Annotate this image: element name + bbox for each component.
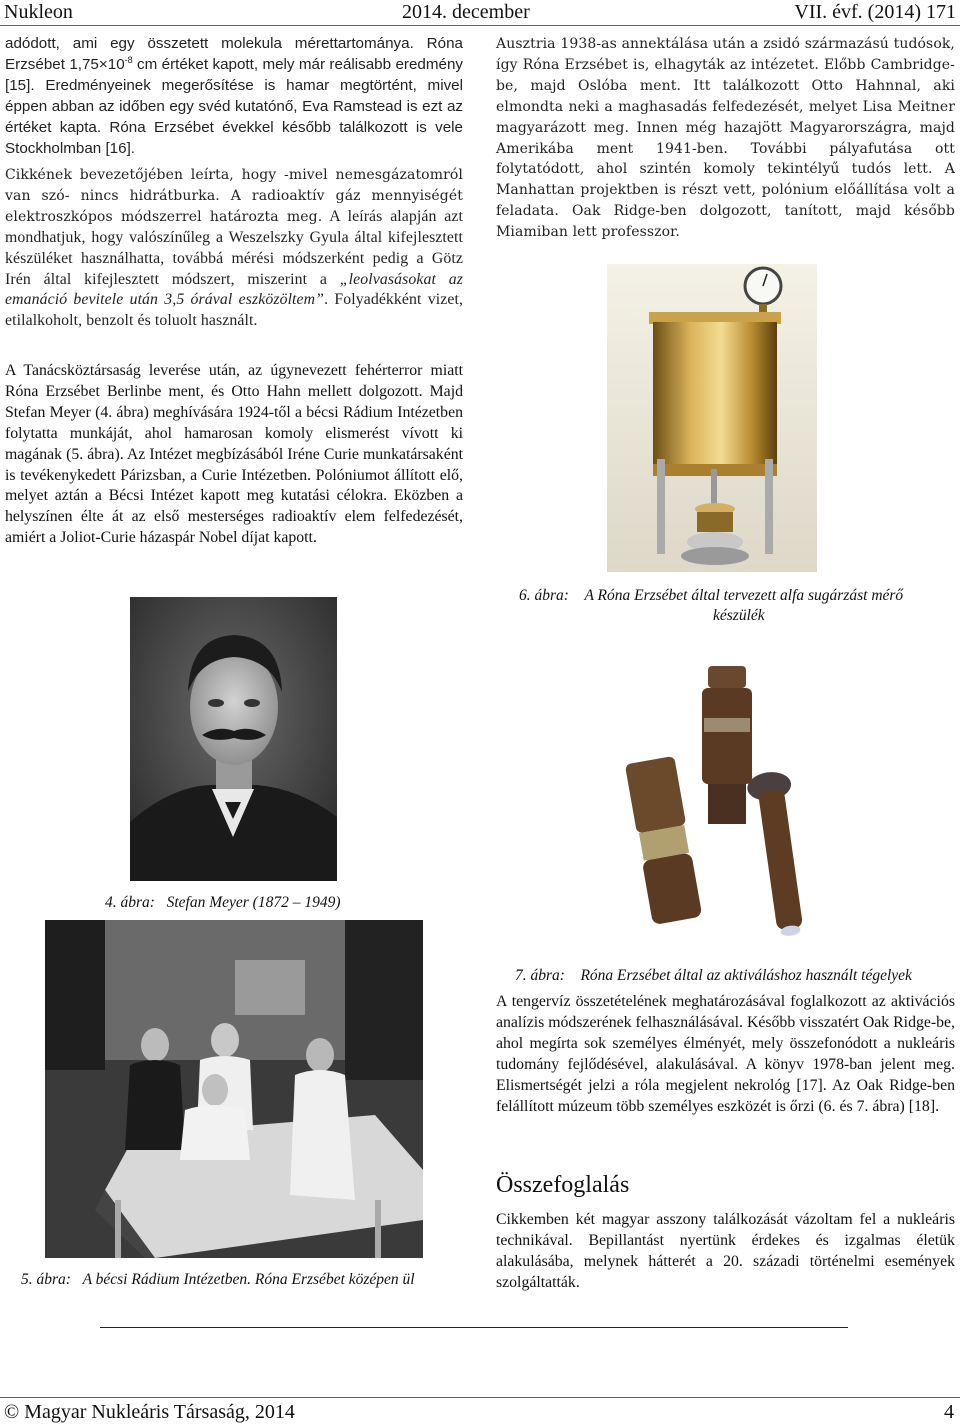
journal-name: Nukleon xyxy=(4,1,73,23)
right-paragraph-1: Ausztria 1938-as annektálása után a zsidó származású tudósok, így Róna Erzsébet is, elhagyták az intézetet. Előbb Cambridge-be, majd Oslóba ment. Itt találkozott Otto Hahnnal, aki elmondta neki a maghasadás felfedezését, melyet Lisa Meitner magyarázott meg. Innen még hazajött Magyarországra, majd Amerikába ment 1941-ben. További pályafutása ott folytatódott, ahol szintén komoly tekintélyű tudós lett. A Manhattan projektben is részt vett, polónium előállítása volt a feladata. Oak Ridge-ben dolgozott, tanított, majd később Miamiban lett professzor. xyxy=(496,36,955,241)
figure-6-text: A Róna Erzsébet által tervezett alfa sugárzást mérő xyxy=(584,587,904,604)
figure-7-caption xyxy=(515,966,955,986)
exponent: -8 xyxy=(124,54,133,65)
right-paragraph-3: Cikkemben két magyar asszony találkozását vázoltam fel a nukleáris technikával. Bepillantást nyertünk érdekes és izgalmas életük alakulásába, melynek hátterét a 20. századi történelmi események szolgáltatták. xyxy=(496,1211,955,1291)
crucibles-photo xyxy=(620,658,825,948)
apparatus-image xyxy=(607,264,817,572)
portrait-image xyxy=(130,597,337,881)
footer-rule xyxy=(0,1397,960,1398)
figure-5-number: 5. ábra: xyxy=(21,1271,71,1288)
p1-text-b: cm értéket kapott, mely már reálisabb eredmény [15]. Eredményeinek megerősítése is hamar megtörtént, mivel éppen abban az időben egy svéd kutatónő, Eva Ramstead is ezt az értéket kapta. Róna Erzsébet évekkel később találkozott is vele Stockholmban [16]. xyxy=(5,55,463,157)
lab-photo xyxy=(45,920,423,1258)
right-paragraph-2: A tengervíz összetételének meghatározásával foglalkozott az aktivációs analízis módszerének felhasználásával. Később visszatért Oak Ridge-be, ahol megírta sok személyes élményét, mely összefonódott a nukleáris tudomány fejlődésével, alakulásával. A könyv 1978-ban jelent meg. Elismertségét jelzi a róla megjelent nekrológ [17]. Az Oak Ridge-ben felállított múzeum több személyes eszközét is őrzi (6. és 7. ábra) [18]. xyxy=(496,993,955,1115)
issue-date: 2014. december xyxy=(402,1,530,23)
p2-text-a: Cikkének bevezetőjében leírta, hogy -mivel nemesgázatomról van szó- nincs hidrátburka. A radioaktív gáz mennyiségét elektroszkópos módszerrel határozta meg. xyxy=(5,167,463,225)
figure-7-text: Róna Erzsébet által az aktiváláshoz használt tégelyek xyxy=(580,967,912,984)
figure-6-number: 6. ábra: xyxy=(519,587,569,604)
page-header xyxy=(0,0,960,26)
figure-7-number: 7. ábra: xyxy=(515,967,565,984)
lab-image xyxy=(45,920,423,1258)
crucibles-image xyxy=(620,658,825,948)
left-paragraph-1 xyxy=(5,34,463,159)
figure-4-caption xyxy=(105,893,405,913)
portrait-photo xyxy=(130,597,337,881)
figure-4-text: Stefan Meyer (1872 – 1949) xyxy=(166,894,341,911)
volume-page: VII. évf. (2014) 171 xyxy=(794,1,956,23)
p2-quote: „leolvasásokat az emanáció bevitele után 3,5 órával eszközöltem” xyxy=(5,270,464,309)
figure-6-caption-line2: készülék xyxy=(713,607,765,624)
figure-5-caption xyxy=(21,1270,461,1290)
p2-text-c: . Folyadékként vizet, etilalkoholt, benzolt és toluolt használt. xyxy=(5,291,463,330)
page-number: 4 xyxy=(944,1401,954,1423)
p1-text-a: adódott, ami egy összetett molekula mérettartománya. Róna Erzsébet 1,75×10 xyxy=(5,35,463,73)
copyright: © Magyar Nukleáris Társaság, 2014 xyxy=(4,1401,295,1423)
header-rule xyxy=(0,25,960,26)
footnote-rule xyxy=(100,1327,848,1328)
p2-text-b: A leírás alapján azt mondhatjuk, hogy valószínűleg a Weszelszky Gyula által kifejlesztett készüléket használhatta, továbbá mérési módszerként pedig a Götz Irén által kifejlesztett módszert, miszerint a xyxy=(5,207,463,288)
figure-5-text: A bécsi Rádium Intézetben. Róna Erzsébet középen ül xyxy=(82,1271,415,1288)
left-paragraph-2 xyxy=(5,165,463,332)
section-heading: Összefoglalás xyxy=(496,1172,630,1198)
figure-4-number: 4. ábra: xyxy=(105,894,155,911)
figure-6-caption xyxy=(519,586,949,606)
left-paragraph-3: A Tanácsköztársaság leverése után, az úgynevezett fehérterror miatt Róna Erzsébet Berlinbe ment, és Otto Hahn mellett dolgozott. Majd Stefan Meyer (4. ábra) meghívására 1924-től a bécsi Rádium Intézetben folytatta munkáját, ahol hamarosan komoly elismerést vívott ki magának (5. ábra). Az Intézet megbízásából Iréne Curie munkatársaként is tevékenykedett Párizsban, a Curie Intézetben. Polóniumot állított elő, melyet aztán a Bécsi Intézet kapott meg kutatási célokra. Eközben a helyszínen élte át az első mesterséges radioaktív elem felfedezését, amiért a Joliot-Curie házaspár Nobel díjat kapott. xyxy=(5,362,463,547)
apparatus-photo xyxy=(607,264,817,572)
